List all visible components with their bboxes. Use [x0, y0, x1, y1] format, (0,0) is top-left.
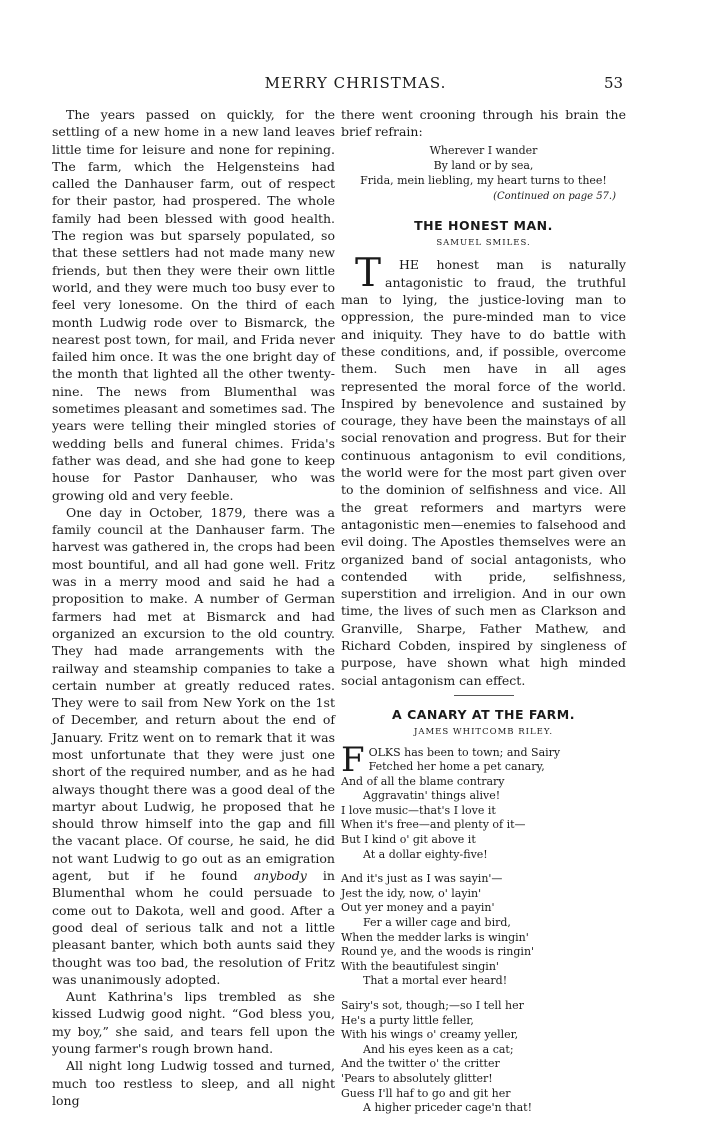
poem-stanza: [341, 999, 626, 1116]
poem-line: When the medder larks is wingin': [341, 930, 529, 944]
poem-stanza: [341, 739, 626, 863]
poem-line: And the twitter o' the critter: [341, 1057, 500, 1071]
drop-cap: T: [355, 251, 382, 297]
poem-line: He's a purty little feller,: [341, 1013, 474, 1027]
poem-line: 'Pears to absolutely glitter!: [341, 1071, 493, 1085]
page-number: 53: [604, 74, 624, 92]
continued-note: (Continued on page 57.): [493, 190, 616, 202]
article-text: HE honest man is naturally antagonistic to fraud, the truthful man to lying, the justice-loving man to oppression, the pure-minded man to vice and iniquity. They have to do battle with these conditions, and, if possible, overcome them. Such men have in all ages represented the moral force of the world. Inspired by benevolence and sustained by courage, they have been the mainstays of all social renovation and progress. But for their continuous antagonism to evil conditions, the world were for the most part given over to the dominion of selfishness and vice. All the great reformers and martyrs were antagonistic men—enemies to falsehood and evil doing. The Apostles themselves were an organized band of social antagonists, who contended with pride, selfishness, superstition and irreligion. And in our own time, the lives of such men as Clarkson and Granville, Sharpe, Father Mathew, and Richard Cobden, inspired by singleness of purpose, have shown what high minded social antagonism can effect.: [341, 257, 626, 688]
paragraph: Aunt Kathrina's lips trembled as she kissed Ludwig good night. “God bless you, my boy,” she said, and tears fell upon the young farmer's rough brown hand.: [52, 989, 335, 1057]
poem-line: That a mortal ever heard!: [363, 974, 508, 988]
right-column: [341, 106, 626, 1126]
poem-line: Round ye, and the woods is ringin': [341, 945, 535, 959]
paragraph-part: One day in October, 1879, there was a family council at the Danhauser farm. The harvest was gathered in, the crops had been most bountiful, and all had gone well. Fritz was in a merry mood and said he had a proposition to make. A number of German farmers had met at Bismarck and had organized an excursion to the old country. They had made arrangements with the railway and steamship companies to take a certain number at greatly reduced rates. They were to sail from New York on the 1st of December, and return about the end of January. Fritz went on to remark that it was most unfortunate that they were just one short of the required number, and as he had always thought there was a good deal of the martyr about Ludwig, he proposed that he should throw himself into the gap and fill the vacant place. Of course, he said, he did not want Ludwig to go out as an emigration agent, but if he found: [52, 504, 335, 884]
paragraph: All night long Ludwig tossed and turned, much too restless to sleep, and all night long: [52, 1058, 335, 1108]
poem-line: A higher priceder cage'n that!: [363, 1101, 533, 1115]
poem-line: And of all the blame contrary: [341, 774, 505, 788]
poem-line: With his wings o' creamy yeller,: [341, 1028, 519, 1042]
paragraph: [52, 504, 335, 988]
poem-line: Out yer money and a payin': [341, 901, 495, 915]
verse-line: Frida, mein liebling, my heart turns to thee!: [360, 173, 607, 187]
poem-byline: JAMES WHITCOMB RILEY.: [413, 727, 554, 738]
paragraph-part: in Blumenthal whom he could persuade to come out to Dakota, well and good. After a good deal of serious talk and not a little pleasant banter, which both aunts said they thought was too bad, the resolution of Fritz was unanimously adopted.: [52, 868, 335, 987]
poem-line: Fetched her home a pet canary,: [368, 760, 545, 774]
poem-line: Fer a willer cage and bird,: [363, 916, 511, 930]
poem-line: But I kind o' git above it: [341, 833, 476, 847]
emphasis: anybody: [253, 868, 307, 884]
left-column: [52, 106, 335, 1109]
poem-line: With the beautifulest singin': [341, 959, 499, 973]
poem-line: FOLKS has been to town; and Sairy: [341, 739, 561, 780]
poem: [341, 739, 626, 1116]
poem-line: And it's just as I was sayin'—: [341, 872, 503, 886]
verse-line: Wherever I wander: [429, 143, 538, 157]
section-divider: [454, 695, 514, 696]
running-title: MERRY CHRISTMAS.: [264, 74, 447, 92]
poem-line: Sairy's sot, though;—so I tell her: [341, 999, 524, 1012]
poem-stanza: [341, 872, 626, 989]
poem-line: At a dollar eighty-five!: [363, 847, 488, 861]
poem-line: Guess I'll haf to go and git her: [341, 1086, 511, 1100]
article-body: [341, 251, 626, 688]
verse-line: By land or by sea,: [433, 158, 534, 172]
poem-line: Aggravatin' things alive!: [363, 789, 501, 803]
poem-line: I love music—that's I love it: [341, 803, 496, 817]
poem-title: A CANARY AT THE FARM.: [392, 706, 575, 722]
refrain-verse: [341, 143, 626, 188]
paragraph: The years passed on quickly, for the settling of a new home in a new land leaves little time for leisure and none for repining. The farm, which the Helgensteins had called the Danhauser farm, out of respect for their pastor, had prospered. The whole family had been blessed with good health. The region was but sparsely populated, so that these settlers had not made many new friends, but then they were their own little world, and they were much too busy ever to feel very lonesome. On the third of each month Ludwig rode over to Bismarck, the nearest post town, for mail, and Frida never failed him once. It was the one bright day of the month that lighted all the other twenty-nine. The news from Blumenthal was sometimes pleasant and sometimes sad. The years were telling their mingled stories of wedding bells and funeral chimes. Frida's father was dead, and she had gone to keep house for Pastor Danhauser, who was growing old and very feeble.: [52, 107, 335, 503]
article-byline: SAMUEL SMILES.: [436, 238, 531, 249]
poem-line: When it's free—and plenty of it—: [341, 818, 526, 832]
article-title: THE HONEST MAN.: [414, 217, 553, 233]
drop-cap: F: [341, 739, 365, 780]
continuation-text: there went crooning through his brain the brief refrain:: [341, 107, 626, 140]
poem-line: Jest the idy, now, o' layin': [341, 886, 482, 900]
poem-line: And his eyes keen as a cat;: [363, 1042, 514, 1056]
